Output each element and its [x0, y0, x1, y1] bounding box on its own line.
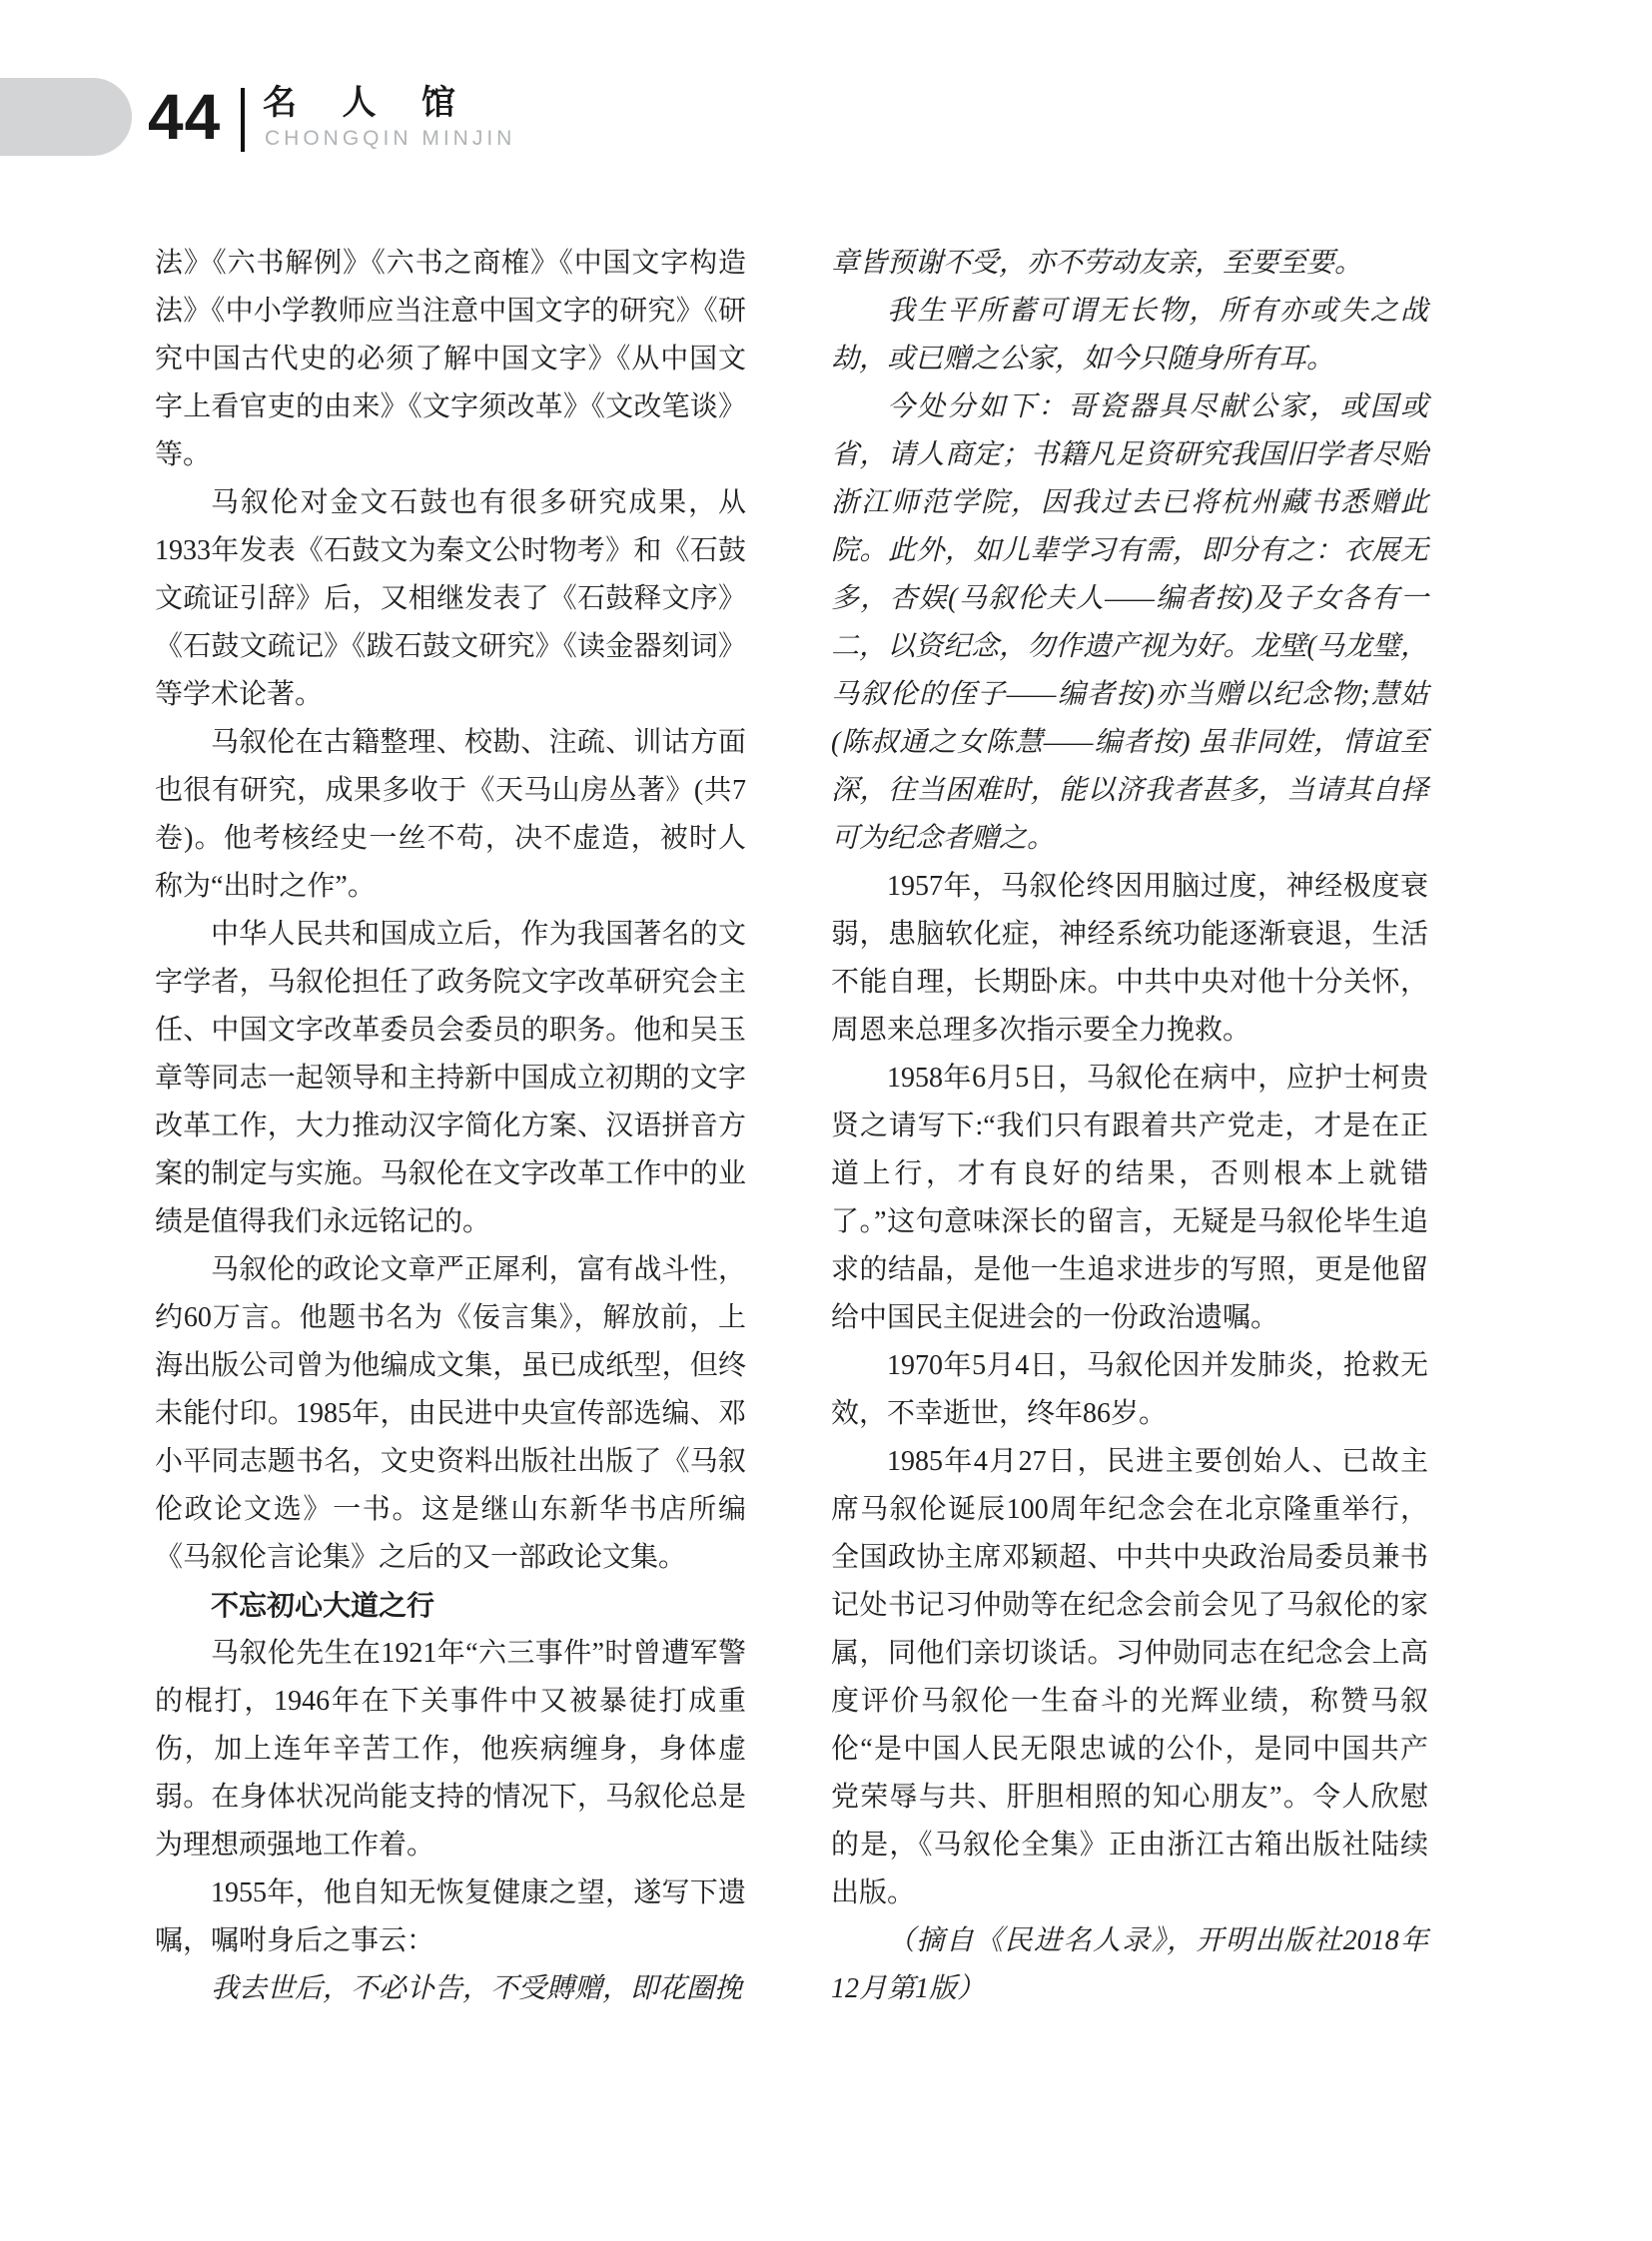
- paragraph: 我去世后，不必讣告，不受賻赠，即花圈挽: [211, 1973, 743, 2004]
- section-title: 名 人 馆: [263, 84, 473, 122]
- left-column: [155, 240, 746, 2013]
- paragraph: 章皆预谢不受，亦不劳动友亲，至要至要。: [831, 248, 1363, 279]
- page-number: 44: [148, 81, 222, 153]
- paragraph: 1958年6月5日，马叙伦在病中，应护士柯贵贤之请写下:“我们只有跟着共产党走，才是在正道上行，才有良好的结果，否则根本上就错了。”这句意味深长的留言，无疑是马叙伦毕生追求的结晶，是他一生追求进步的写照，更是他留给中国民主促进会的一份政治遗嘱。: [831, 1063, 1428, 1333]
- paragraph: 1957年，马叙伦终因用脑过度，神经极度衰弱，患脑软化症，神经系统功能逐渐衰退，生活不能自理，长期卧床。中共中央对他十分关怀，周恩来总理多次指示要全力挽救。: [831, 871, 1428, 1046]
- paragraph: 我生平所蓄可谓无长物，所有亦或失之战劫，或已赠之公家，如今只随身所有耳。: [831, 296, 1428, 374]
- paragraph: 中华人民共和国成立后，作为我国著名的文字学者，马叙伦担任了政务院文字改革研究会主任、中国文字改革委员会委员的职务。他和吴玉章等同志一起领导和主持新中国成立初期的文字改革工作，大力推动汉字简化方案、汉语拼音方案的制定与实施。马叙伦在文字改革工作中的业绩是值得我们永远铭记的。: [155, 919, 746, 1237]
- paragraph: 马叙伦在古籍整理、校勘、注疏、训诂方面也很有研究，成果多收于《天马山房丛著》(共7卷)。他考核经史一丝不苟，决不虚造，被时人称为“出时之作”。: [155, 727, 746, 902]
- section-heading: 不忘初心大道之行: [211, 1590, 435, 1621]
- paragraph: 1955年，他自知无恢复健康之望，遂写下遗嘱，嘱咐身后之事云：: [155, 1877, 746, 1956]
- paragraph: 今处分如下：哥瓷器具尽献公家，或国或省，请人商定；书籍凡足资研究我国旧学者尽贻浙江师范学院，因我过去已将杭州藏书悉赠此院。此外，如儿辈学习有需，即分有之：衣展无多，杏娱(马叙伦夫人——编者按)及子女各有一二，以资纪念，勿作遗产视为好。龙壁(马龙璧，马叙伦的侄子——编者按)亦当赠以纪念物;慧姑(陈叔通之女陈慧——编者按) 虽非同姓，情谊至深，往当困难时，能以济我者甚多，当请其自择可为纪念者赠之。: [831, 391, 1428, 854]
- paragraph: 马叙伦对金文石鼓也有很多研究成果，从1933年发表《石鼓文为秦文公时物考》和《石鼓文疏证引辞》后，又相继发表了《石鼓释文序》《石鼓文疏记》《跋石鼓文研究》《读金器刻词》等学术论著。: [155, 487, 746, 710]
- paragraph: 马叙伦先生在1921年“六三事件”时曾遭军警的棍打，1946年在下关事件中又被暴徒打成重伤，加上连年辛苦工作，他疾病缠身，身体虚弱。在身体状况尚能支持的情况下，马叙伦总是为理想顽强地工作着。: [155, 1638, 746, 1861]
- paragraph: 1985年4月27日，民进主要创始人、已故主席马叙伦诞辰100周年纪念会在北京隆重举行，全国政协主席邓颖超、中共中央政治局委员兼书记处书记习仲勋等在纪念会前会见了马叙伦的家属，同他们亲切谈话。习仲勋同志在纪念会上高度评价马叙伦一生奋斗的光辉业绩，称赞马叙伦“是中国人民无限忠诚的公仆，是同中国共产党荣辱与共、肝胆相照的知心朋友”。令人欣慰的是，《马叙伦全集》正由浙江古箱出版社陆续出版。: [831, 1446, 1428, 1908]
- section-subtitle: CHONGQIN MINJIN: [265, 127, 516, 150]
- paragraph: 1970年5月4日，马叙伦因并发肺炎，抢救无效，不幸逝世，终年86岁。: [831, 1350, 1428, 1429]
- paragraph: （摘自《民进名人录》，开明出版社2018年12月第1版）: [831, 1925, 1428, 2004]
- paragraph: 法》《六书解例》《六书之商榷》《中国文字构造法》《中小学教师应当注意中国文字的研究》《研究中国古代史的必须了解中国文字》《从中国文字上看官吏的由来》《文字须改革》《文改笔谈》等。: [155, 248, 746, 470]
- header-divider: [241, 88, 245, 152]
- paragraph: 马叙伦的政论文章严正犀利，富有战斗性，约60万言。他题书名为《佞言集》，解放前，上海出版公司曾为他编成文集，虽已成纸型，但终未能付印。1985年，由民进中央宣传部选编、邓小平同志题书名，文史资料出版社出版了《马叙伦政论文选》一书。这是继山东新华书店所编《马叙伦言论集》之后的又一部政论文集。: [155, 1254, 746, 1573]
- corner-tab: [0, 78, 132, 156]
- right-column: [831, 240, 1428, 2013]
